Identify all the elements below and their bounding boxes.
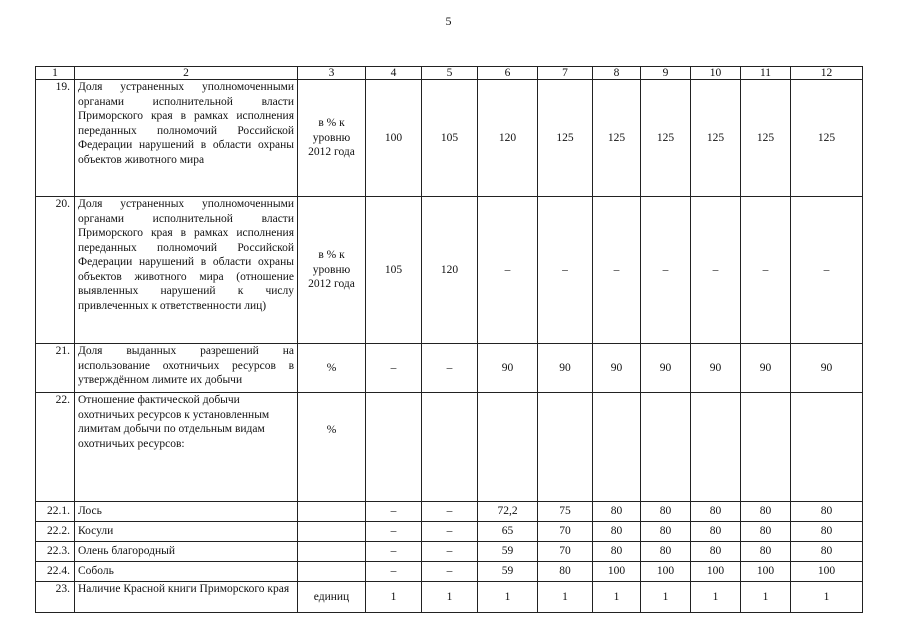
value-cell: 1 (478, 582, 538, 613)
value-cell (366, 393, 422, 502)
value-cell: 80 (741, 542, 791, 562)
value-cell: – (366, 542, 422, 562)
value-cell: 70 (538, 522, 593, 542)
column-number: 2 (75, 67, 298, 80)
value-cell: 105 (422, 80, 478, 197)
indicator-name: Отношение фактической добычи охотничьих ресурсов к установленным лимитам добычи по отдельным видам охотничьих ресурсов: (75, 393, 298, 502)
value-cell: 90 (538, 344, 593, 393)
column-number: 12 (791, 67, 863, 80)
indicator-name: Лось (75, 502, 298, 522)
value-cell: – (366, 522, 422, 542)
unit-cell (298, 542, 366, 562)
value-cell (593, 393, 641, 502)
row-number: 19. (36, 80, 75, 197)
value-cell: – (641, 197, 691, 344)
column-number: 8 (593, 67, 641, 80)
value-cell: 80 (791, 542, 863, 562)
value-cell: – (538, 197, 593, 344)
column-number: 6 (478, 67, 538, 80)
indicator-name: Олень благородный (75, 542, 298, 562)
value-cell: 65 (478, 522, 538, 542)
column-number: 7 (538, 67, 593, 80)
value-cell: 90 (593, 344, 641, 393)
unit-cell: единиц (298, 582, 366, 613)
value-cell: 90 (691, 344, 741, 393)
value-cell: 90 (741, 344, 791, 393)
table-row (36, 80, 863, 197)
value-cell: 80 (741, 502, 791, 522)
table-row (36, 522, 863, 542)
row-number: 22.4. (36, 562, 75, 582)
value-cell: – (422, 344, 478, 393)
value-cell: 80 (691, 502, 741, 522)
indicator-name: Доля выданных разрешений на использование охотничьих ресурсов в утверждённом лимите их добычи (75, 344, 298, 393)
value-cell: 90 (641, 344, 691, 393)
indicators-table (35, 66, 863, 613)
value-cell: – (791, 197, 863, 344)
value-cell (791, 393, 863, 502)
value-cell: 125 (593, 80, 641, 197)
value-cell: 59 (478, 542, 538, 562)
value-cell: 1 (422, 582, 478, 613)
unit-cell (298, 522, 366, 542)
row-number: 22. (36, 393, 75, 502)
value-cell: 80 (593, 502, 641, 522)
table-row (36, 393, 863, 502)
value-cell: 72,2 (478, 502, 538, 522)
column-number: 5 (422, 67, 478, 80)
table-row (36, 562, 863, 582)
value-cell: 70 (538, 542, 593, 562)
value-cell: 1 (741, 582, 791, 613)
value-cell: 1 (691, 582, 741, 613)
value-cell (691, 393, 741, 502)
value-cell: 1 (641, 582, 691, 613)
value-cell: – (366, 502, 422, 522)
indicator-name: Косули (75, 522, 298, 542)
value-cell: 80 (791, 522, 863, 542)
row-number: 23. (36, 582, 75, 613)
table-row (36, 344, 863, 393)
value-cell: 125 (741, 80, 791, 197)
column-number: 1 (36, 67, 75, 80)
row-number: 22.1. (36, 502, 75, 522)
value-cell: – (422, 542, 478, 562)
value-cell: 100 (641, 562, 691, 582)
column-number-row (36, 67, 863, 80)
value-cell: 1 (791, 582, 863, 613)
unit-cell: в % к уровню 2012 года (298, 197, 366, 344)
indicator-name: Соболь (75, 562, 298, 582)
row-number: 22.2. (36, 522, 75, 542)
unit-cell (298, 502, 366, 522)
value-cell: 80 (593, 542, 641, 562)
row-number: 22.3. (36, 542, 75, 562)
column-number: 11 (741, 67, 791, 80)
table-row (36, 582, 863, 613)
value-cell: 1 (538, 582, 593, 613)
value-cell: – (478, 197, 538, 344)
value-cell: – (593, 197, 641, 344)
value-cell: 120 (422, 197, 478, 344)
value-cell (641, 393, 691, 502)
unit-cell (298, 562, 366, 582)
value-cell (422, 393, 478, 502)
value-cell (478, 393, 538, 502)
row-number: 21. (36, 344, 75, 393)
value-cell: 80 (641, 522, 691, 542)
unit-cell: % (298, 344, 366, 393)
value-cell: 100 (593, 562, 641, 582)
value-cell: – (741, 197, 791, 344)
value-cell: 80 (741, 522, 791, 542)
column-number: 10 (691, 67, 741, 80)
indicator-name: Доля устраненных уполномоченными органами исполнительной власти Приморского края в рамках исполнения переданных полномочий Российской Федерации нарушений в области охраны объектов животного мира (75, 80, 298, 197)
value-cell: 75 (538, 502, 593, 522)
unit-cell: в % к уровню 2012 года (298, 80, 366, 197)
column-number: 3 (298, 67, 366, 80)
table-row (36, 542, 863, 562)
value-cell: 90 (478, 344, 538, 393)
value-cell: 125 (791, 80, 863, 197)
value-cell: 80 (641, 542, 691, 562)
value-cell: 59 (478, 562, 538, 582)
value-cell: – (422, 562, 478, 582)
unit-cell: % (298, 393, 366, 502)
value-cell (741, 393, 791, 502)
column-number: 9 (641, 67, 691, 80)
value-cell: – (422, 522, 478, 542)
value-cell: 80 (791, 502, 863, 522)
value-cell: – (422, 502, 478, 522)
value-cell: 1 (593, 582, 641, 613)
indicator-name: Доля устраненных уполномоченными органами исполнительной власти Приморского края в рамках исполнения переданных полномочий Российской Федерации нарушений в области охраны объектов животного мира (отношение выявленных нарушений к числу привлеченных к ответственности лиц) (75, 197, 298, 344)
table-row (36, 502, 863, 522)
value-cell: 100 (366, 80, 422, 197)
value-cell: 125 (538, 80, 593, 197)
value-cell: 1 (366, 582, 422, 613)
page-number: 5 (445, 14, 452, 28)
value-cell: 125 (691, 80, 741, 197)
value-cell: 100 (791, 562, 863, 582)
value-cell: – (691, 197, 741, 344)
value-cell: 105 (366, 197, 422, 344)
value-cell: 100 (741, 562, 791, 582)
value-cell: 100 (691, 562, 741, 582)
value-cell: 80 (691, 522, 741, 542)
value-cell: 120 (478, 80, 538, 197)
value-cell: 80 (593, 522, 641, 542)
table-row (36, 197, 863, 344)
column-number: 4 (366, 67, 422, 80)
value-cell: 80 (538, 562, 593, 582)
value-cell: 90 (791, 344, 863, 393)
value-cell (538, 393, 593, 502)
value-cell: 80 (641, 502, 691, 522)
row-number: 20. (36, 197, 75, 344)
value-cell: 80 (691, 542, 741, 562)
value-cell: – (366, 344, 422, 393)
value-cell: – (366, 562, 422, 582)
indicator-name: Наличие Красной книги Приморского края (75, 582, 298, 613)
value-cell: 125 (641, 80, 691, 197)
